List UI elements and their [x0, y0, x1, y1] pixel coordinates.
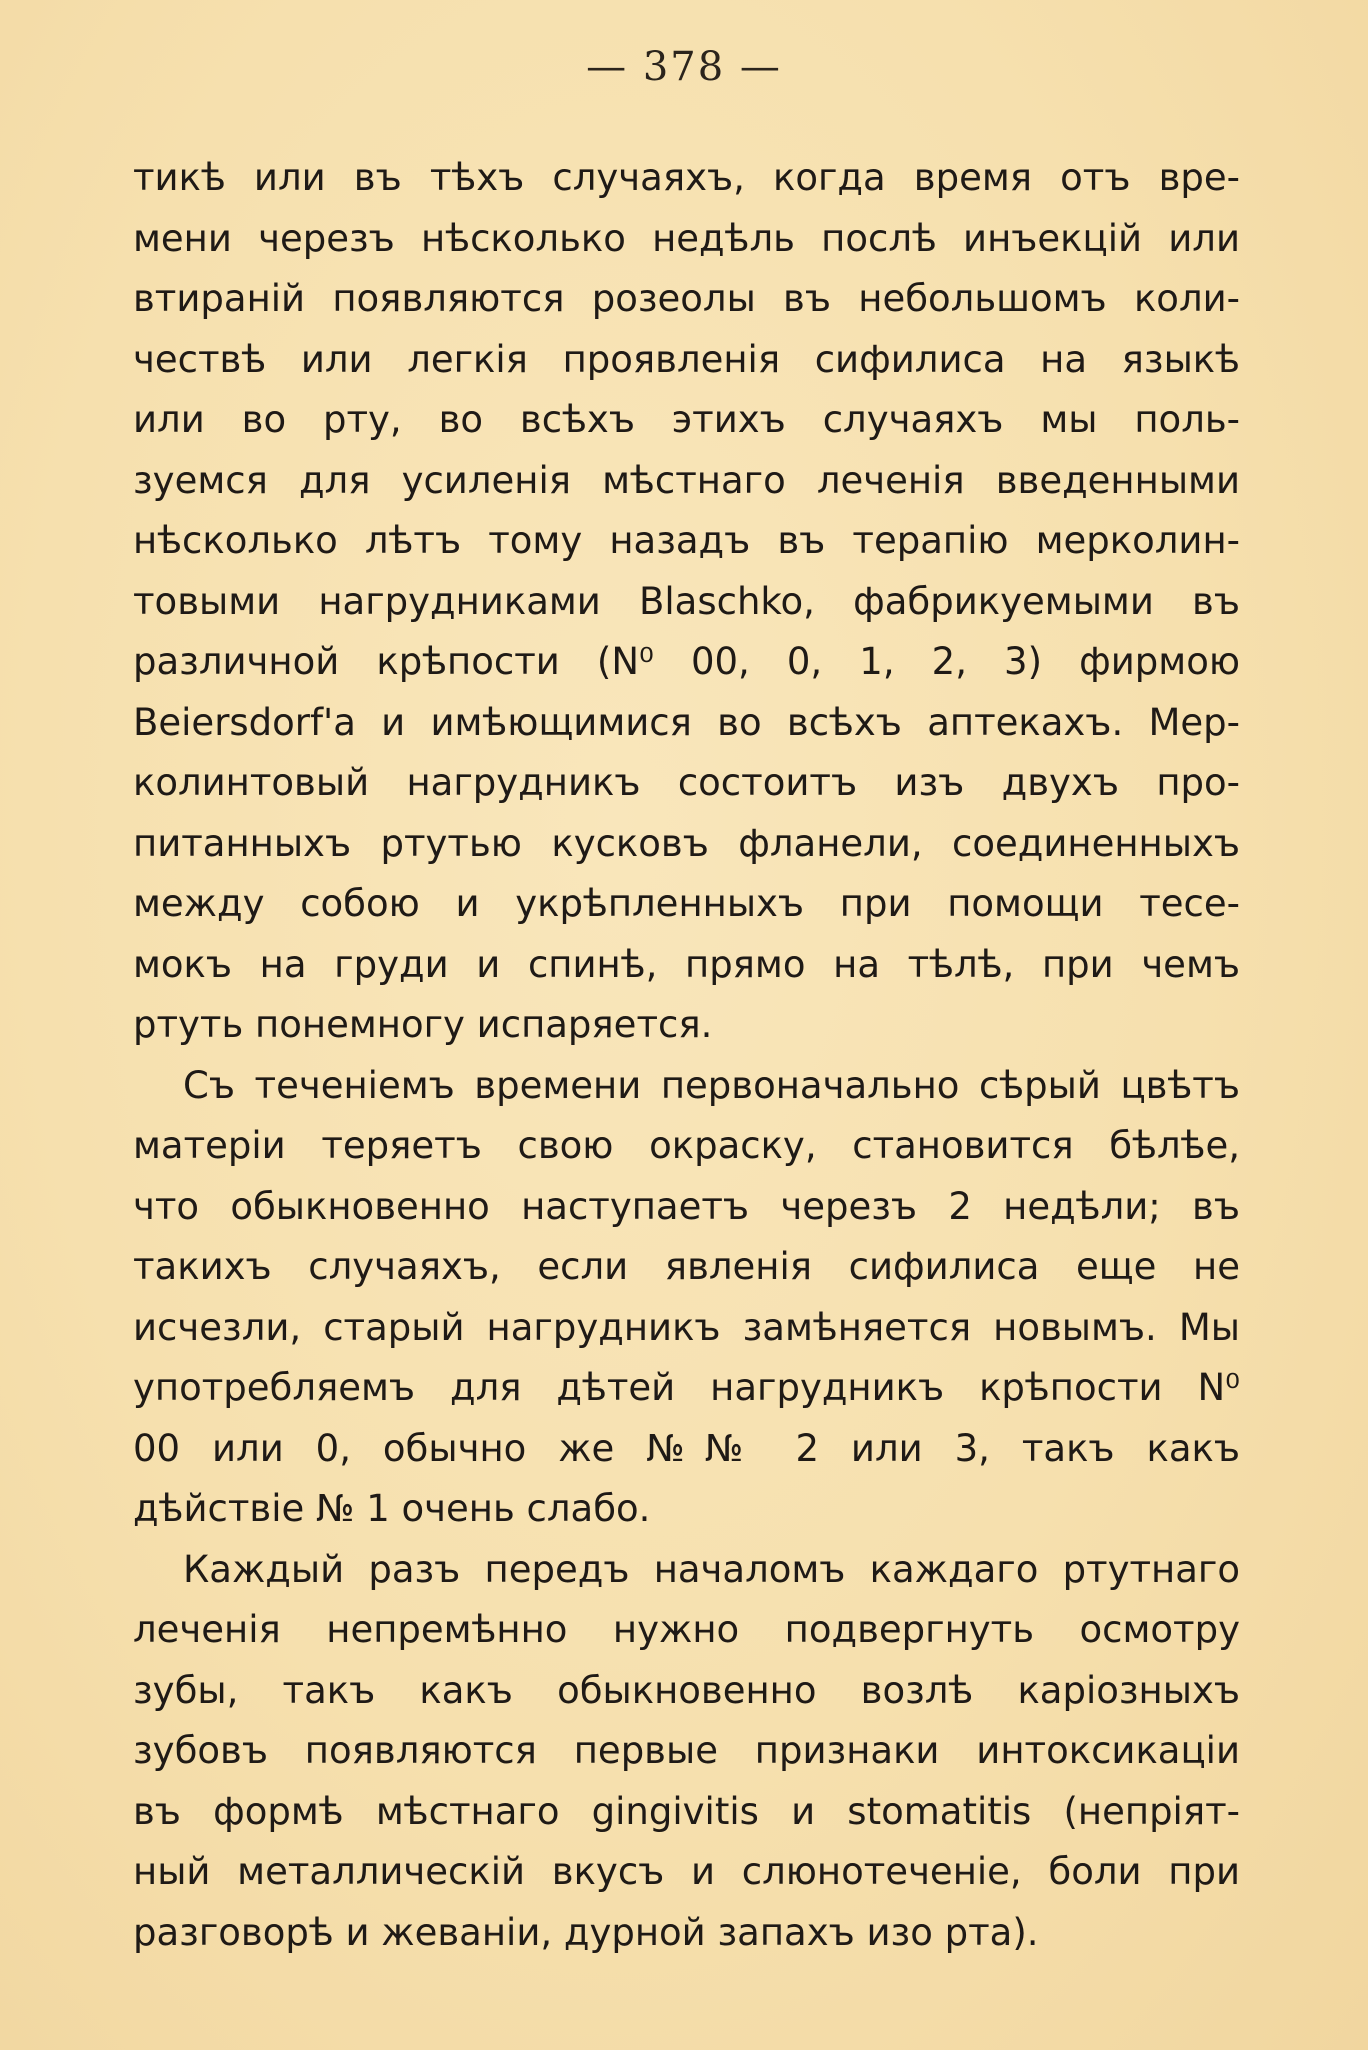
text-line: ртуть понемногу испаряется. [133, 1003, 713, 1046]
text-line: разговорѣ и жеваніи, дурной запахъ изо рта). [133, 1910, 1039, 1954]
text-line: колинтовый нагрудникъ состоитъ изъ двухъ про- [133, 761, 1240, 804]
text-line: питанныхъ ртутью кусковъ фланели, соединенныхъ [133, 821, 1240, 865]
text-line: чествѣ или легкія проявленія сифилиса на языкѣ [133, 337, 1240, 381]
text-line: Съ теченіемъ времени первоначально сѣрый цвѣтъ [183, 1063, 1240, 1107]
text-line: тикѣ или въ тѣхъ случаяхъ, когда время отъ вре- [133, 156, 1240, 199]
text-line: Beiersdorf'a и имѣющимися во всѣхъ аптекахъ. Мер- [133, 700, 1240, 744]
text-line: такихъ случаяхъ, если явленія сифилиса еще не [133, 1245, 1240, 1288]
text-line: товыми нагрудниками Blaschko, фабрикуемыми въ [133, 579, 1240, 623]
paragraph-1 [133, 148, 1240, 1056]
text-line: нѣсколько лѣтъ тому назадъ въ терапію мерколин- [133, 519, 1240, 562]
text-line: въ формѣ мѣстнаго gingivitis и stomatitis (непріят- [133, 1789, 1240, 1833]
text-line: 00 или 0, обычно же №№ 2 или 3, такъ какъ [133, 1426, 1240, 1470]
text-line: между собою и укрѣпленныхъ при помощи тесе- [133, 882, 1240, 925]
text-line: леченія непремѣнно нужно подвергнуть осмотру [133, 1608, 1240, 1651]
text-line: употребляемъ для дѣтей нагрудникъ крѣпости N⁰ [133, 1366, 1240, 1409]
paragraph-2 [133, 1056, 1240, 1540]
text-line: дѣйствіе № 1 очень слабо. [133, 1487, 651, 1530]
text-line: зубовъ появляются первые признаки интоксикаціи [133, 1729, 1240, 1772]
text-line: мокъ на груди и спинѣ, прямо на тѣлѣ, при чемъ [133, 942, 1240, 986]
text-line: или во рту, во всѣхъ этихъ случаяхъ мы поль- [133, 398, 1240, 441]
text-line: исчезли, старый нагрудникъ замѣняется новымъ. Мы [133, 1305, 1240, 1349]
text-line: втираній появляются розеолы въ небольшомъ коли- [133, 277, 1240, 320]
text-line: Каждый разъ передъ началомъ каждаго ртутнаго [183, 1547, 1240, 1591]
text-line: зубы, такъ какъ обыкновенно возлѣ каріозныхъ [133, 1668, 1240, 1712]
text-line: зуемся для усиленія мѣстнаго леченія введенными [133, 458, 1240, 502]
text-line: ный металлическій вкусъ и слюнотеченіе, боли при [133, 1850, 1240, 1893]
page-number: — 378 — [586, 44, 782, 90]
text-line: мени черезъ нѣсколько недѣль послѣ инъекцій или [133, 216, 1240, 260]
text-line: различной крѣпости (N⁰ 00, 0, 1, 2, 3) фирмою [133, 640, 1240, 683]
paragraph-3 [133, 1540, 1240, 1964]
text-line: что обыкновенно наступаетъ черезъ 2 недѣли; въ [133, 1184, 1240, 1228]
text-line: матеріи теряетъ свою окраску, становится бѣлѣе, [133, 1124, 1240, 1167]
body-text [133, 148, 1240, 1963]
